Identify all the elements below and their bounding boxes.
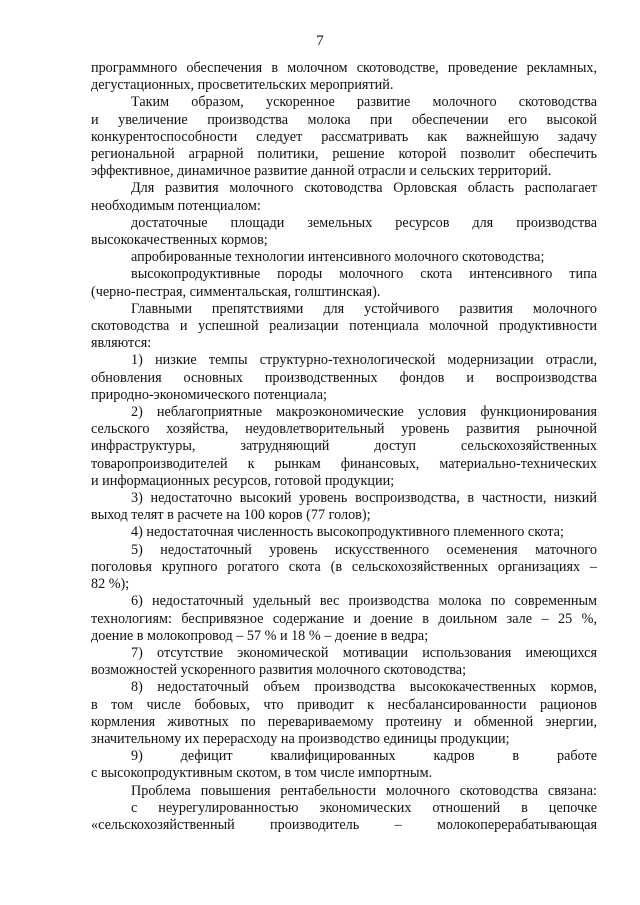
text-line: 7) отсутствие экономической мотивации использования имеющихся <box>131 644 597 661</box>
text-line: высокопродуктивные породы молочного скота интенсивного типа <box>131 266 597 283</box>
text-line: необходимым потенциалом: <box>91 197 261 214</box>
text-line: возможностей ускоренного развития молочного скотоводства; <box>91 662 467 679</box>
text-line: технологиям: беспривязное содержание и доение в доильном зале – 25 %, <box>91 610 597 627</box>
text-line: Для развития молочного скотоводства Орловская область располагает <box>131 180 597 197</box>
text-line: скотоводства и успешной реализации потенциала молочной продуктивности <box>91 318 597 335</box>
text-line: достаточные площади земельных ресурсов для производства <box>131 214 597 231</box>
text-line: 2) неблагоприятные макроэкономические условия функционирования <box>131 404 597 421</box>
text-line: являются: <box>91 335 152 352</box>
text-line: и увеличение производства молока при обеспечении его высокой <box>91 111 597 128</box>
text-line: с высокопродуктивным скотом, в том числе импортным. <box>91 765 433 782</box>
text-line: значительному их перерасходу на производство единицы продукции; <box>91 730 510 747</box>
text-line: 6) недостаточный удельный вес производства молока по современным <box>131 593 597 610</box>
document-body <box>91 60 597 834</box>
text-line: 9) дефицит квалифицированных кадров в работе <box>131 748 597 765</box>
text-line: инфраструктуры, затрудняющий доступ сельскохозяйственных <box>91 438 597 455</box>
text-line: региональной аграрной политики, решение которой позволит обеспечить <box>91 146 597 163</box>
text-line: сельского хозяйства, неудовлетворительный уровень развития рыночной <box>91 421 597 438</box>
text-line: 1) низкие темпы структурно-технологической модернизации отрасли, <box>131 352 597 369</box>
text-line: Таким образом, ускоренное развитие молочного скотоводства <box>131 94 597 111</box>
text-line: эффективное, динамичное развитие данной отрасли и сельских территорий. <box>91 163 552 180</box>
page-number: 7 <box>316 33 324 49</box>
text-line: и информационных ресурсов, готовой продукции; <box>91 472 395 489</box>
text-line: 3) недостаточно высокий уровень воспроизводства, в частности, низкий <box>131 490 597 507</box>
text-line: поголовья крупного рогатого скота (в сельскохозяйственных организациях – <box>91 558 597 575</box>
text-line: обновления основных производственных фондов и воспроизводства <box>91 369 597 386</box>
text-line: Проблема повышения рентабельности молочного скотоводства связана: <box>131 782 597 799</box>
text-line: «сельскохозяйственный производитель – молокоперерабатывающая <box>91 816 597 833</box>
text-line: программного обеспечения в молочном скотоводстве, проведение рекламных, <box>91 60 597 76</box>
text-line: товаропроизводителей к рынкам финансовых, материально-технических <box>91 455 597 472</box>
text-line: 4) недостаточная численность высокопродуктивного племенного скота; <box>131 524 564 541</box>
text-line: конкурентоспособности следует рассматривать как важнейшую задачу <box>91 128 597 145</box>
text-line: апробированные технологии интенсивного молочного скотоводства; <box>131 249 545 266</box>
text-line: 8) недостаточный объем производства высококачественных кормов, <box>131 679 597 696</box>
text-line: высококачественных кормов; <box>91 232 268 249</box>
text-line: в том числе бобовых, что приводит к несбалансированности рационов <box>91 696 597 713</box>
text-line: с неурегулированностью экономических отношений в цепочке <box>131 799 597 816</box>
text-line: доение в молокопровод – 57 % и 18 % – доение в ведра; <box>91 627 429 644</box>
text-line: 82 %); <box>91 576 130 593</box>
text-line: (черно-пестрая, симментальская, голштинская). <box>91 283 381 300</box>
text-line: природно-экономического потенциала; <box>91 386 327 403</box>
text-line: дегустационных, просветительских мероприятий. <box>91 77 394 94</box>
text-line: Главными препятствиями для устойчивого развития молочного <box>131 300 597 317</box>
text-line: кормления животных по перевариваемому протеину и обменной энергии, <box>91 713 597 730</box>
text-line: выход телят в расчете на 100 коров (77 голов); <box>91 507 371 524</box>
text-line: 5) недостаточный уровень искусственного осеменения маточного <box>131 541 597 558</box>
